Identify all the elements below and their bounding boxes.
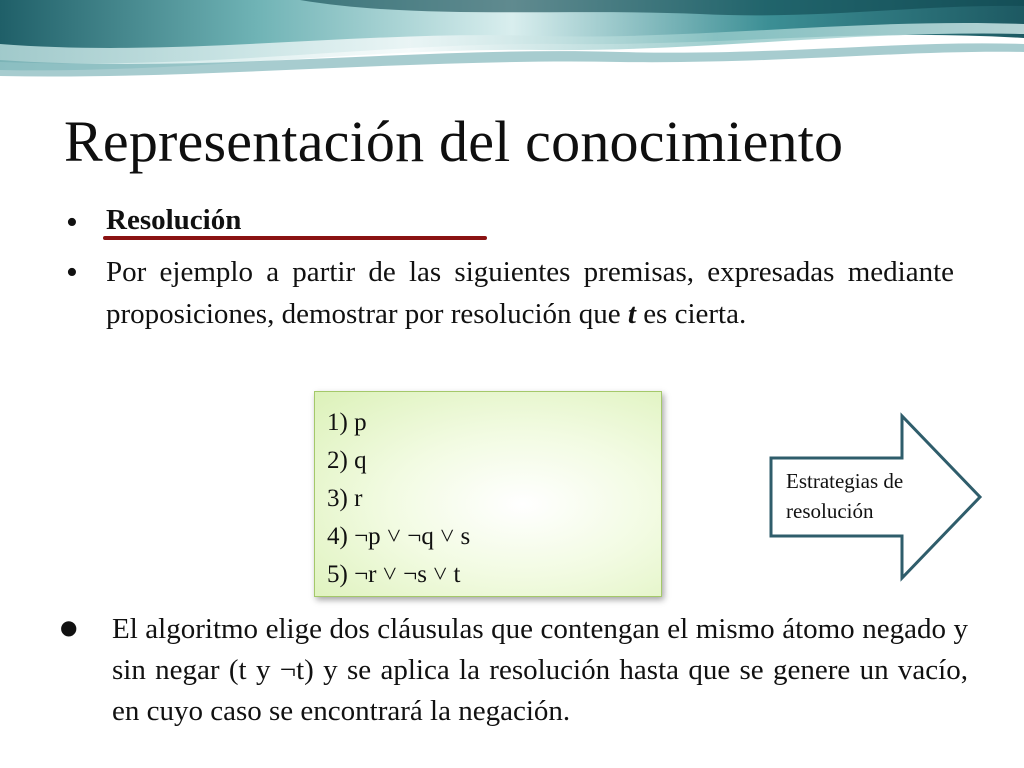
bullet-circle-icon: ● [60,615,78,639]
premise-line: 4) ¬p ˅ ¬q ˅ s [327,523,471,550]
algorithm-paragraph: El algoritmo elige dos cláusulas que contengan el mismo átomo negado y sin negar (t y ¬t) y se aplica la resolución hasta que se genere un vacío, en cuyo caso se encontrará la negación. [112,613,968,727]
emphasis-variable: t [627,297,636,330]
premise-line: 5) ¬r ˅ ¬s ˅ t [327,561,461,588]
bullet-dot-icon: • [66,254,78,291]
bullet-heading: Resolución [106,204,242,236]
premise-line: 2) q [327,447,367,474]
header-banner-decoration [0,0,1024,80]
premise-line: 1) p [327,409,367,436]
premises-box [314,391,662,597]
slide-title: Representación del conocimiento [64,109,844,174]
heading-underline [103,236,487,240]
bullet-dot-icon: • [66,204,78,241]
arrow-label: Estrategias de resolución [786,469,904,523]
paragraph-text-end: es cierta. [635,297,747,330]
example-paragraph [106,252,954,335]
premise-line: 3) r [327,485,363,512]
paragraph-text: Por ejemplo a partir de las siguientes premisas, expresadas mediante proposiciones, demostrar por resolución que [106,256,954,330]
